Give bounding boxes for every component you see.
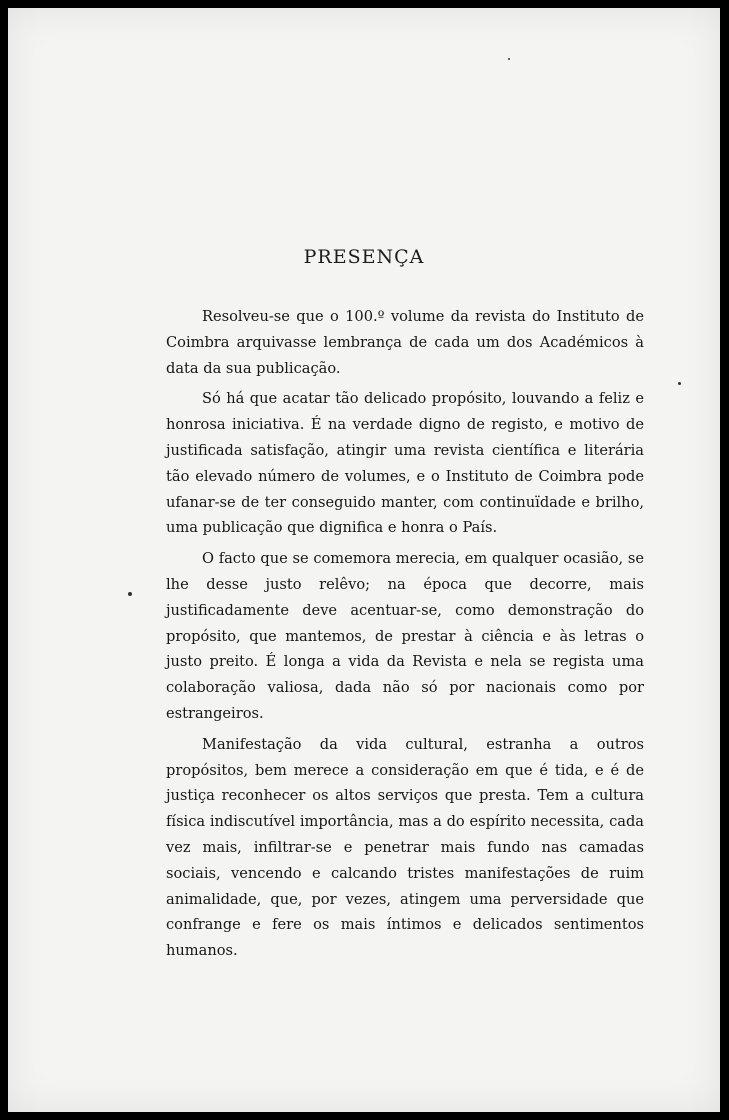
paper-speck: [128, 592, 132, 596]
body-text: [166, 304, 644, 969]
paragraph: Manifestação da vida cultural, estranha a outros propósitos, bem merece a consideração em que é tida, e é de justiça reconhecer os altos serviços que presta. Tem a cultura física indiscutível importância, mas a do espírito necessita, cada vez mais, infiltrar-se e penetrar mais fundo nas camadas sociais, vencendo e calcando tristes manifestações de ruim animalidade, que, por vezes, atingem uma perversidade que confrange e fere os mais íntimos e delicados sentimentos humanos.: [166, 735, 644, 960]
paragraph: O facto que se comemora merecia, em qualquer ocasião, se lhe desse justo relêvo; na época que decorre, mais justificadamente deve acentuar-se, como demonstração do propósito, que mantemos, de prestar à ciência e às letras o justo preito. É longa a vida da Revista e nela se regista uma colaboração valiosa, dada não só por nacionais como por estrangeiros.: [166, 550, 644, 722]
document-page: [8, 8, 720, 1112]
paragraph: Resolveu-se que o 100.º volume da revista do Instituto de Coimbra arquivasse lembrança de cada um dos Académicos à data da sua publicação.: [166, 308, 644, 377]
page-title: PRESENÇA: [303, 246, 425, 268]
paragraph: Só há que acatar tão delicado propósito, louvando a feliz e honrosa iniciativa. É na verdade digno de registo, e motivo de justificada satisfação, atingir uma revista científica e literária tão elevado número de volumes, e o Instituto de Coimbra pode ufanar-se de ter conseguido manter, com continuïdade e brilho, uma publicação que dignifica e honra o País.: [166, 390, 644, 537]
paper-speck: [678, 382, 681, 385]
paper-speck: [508, 58, 510, 60]
